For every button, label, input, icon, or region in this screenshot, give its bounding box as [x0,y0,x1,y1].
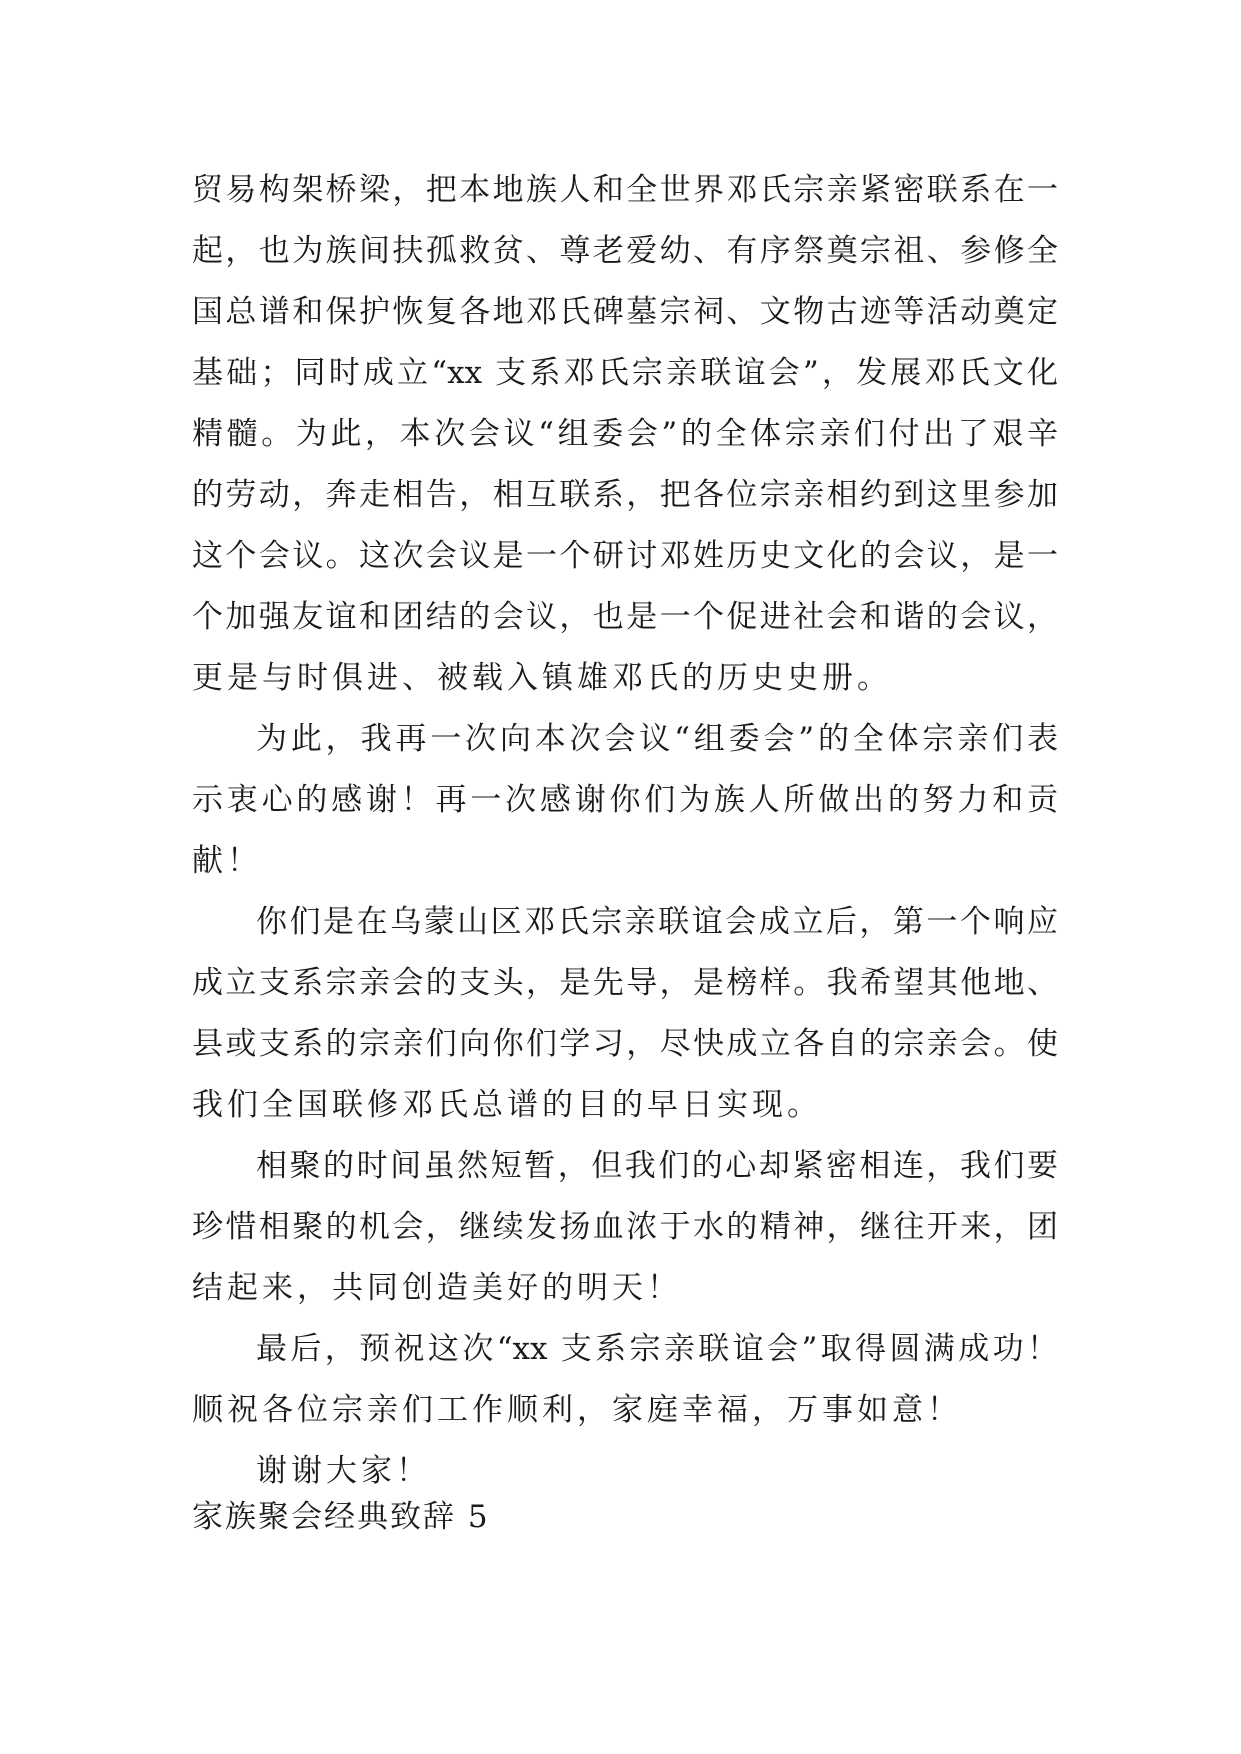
text-line: 示衷心的感谢！再一次感谢你们为族人所做出的努力和贡 [192,782,1058,818]
text-line: 珍惜相聚的机会，继续发扬血浓于水的精神，继往开来，团 [192,1209,1058,1245]
text-line: 的劳动，奔走相告，相互联系，把各位宗亲相约到这里参加 [192,477,1058,513]
text-line: 更是与时俱进、被载入镇雄邓氏的历史史册。 [192,660,892,696]
text-line: 谢谢大家！ [256,1453,431,1489]
text-line: 这个会议。这次会议是一个研讨邓姓历史文化的会议，是一 [192,538,1058,574]
text-line: 贸易构架桥梁，把本地族人和全世界邓氏宗亲紧密联系在一 [192,172,1058,208]
text-line: 最后，预祝这次“xx 支系宗亲联谊会”取得圆满成功！ [256,1331,1058,1367]
text-line: 县或支系的宗亲们向你们学习，尽快成立各自的宗亲会。使 [192,1026,1058,1062]
text-line: 国总谱和保护恢复各地邓氏碑墓宗祠、文物古迹等活动奠定 [192,294,1058,330]
text-line: 基础；同时成立“xx 支系邓氏宗亲联谊会”，发展邓氏文化 [192,355,1058,391]
text-line: 顺祝各位宗亲们工作顺利，家庭幸福，万事如意！ [192,1392,962,1428]
text-line: 结起来，共同创造美好的明天！ [192,1270,682,1306]
text-line: 精髓。为此，本次会议“组委会”的全体宗亲们付出了艰辛 [192,416,1058,452]
text-line: 我们全国联修邓氏总谱的目的早日实现。 [192,1087,822,1123]
body-text [192,160,1058,1502]
text-line: 献！ [192,843,262,879]
text-line: 成立支系宗亲会的支头，是先导，是榜样。我希望其他地、 [192,965,1058,1001]
text-line: 个加强友谊和团结的会议，也是一个促进社会和谐的会议， [192,599,1058,635]
text-line: 相聚的时间虽然短暂，但我们的心却紧密相连，我们要 [256,1148,1058,1184]
text-line: 为此，我再一次向本次会议“组委会”的全体宗亲们表 [256,721,1058,757]
text-line: 你们是在乌蒙山区邓氏宗亲联谊会成立后，第一个响应 [256,904,1058,940]
section-heading: 家族聚会经典致辞 5 [192,1499,490,1535]
text-line: 起，也为族间扶孤救贫、尊老爱幼、有序祭奠宗祖、参修全 [192,233,1058,269]
